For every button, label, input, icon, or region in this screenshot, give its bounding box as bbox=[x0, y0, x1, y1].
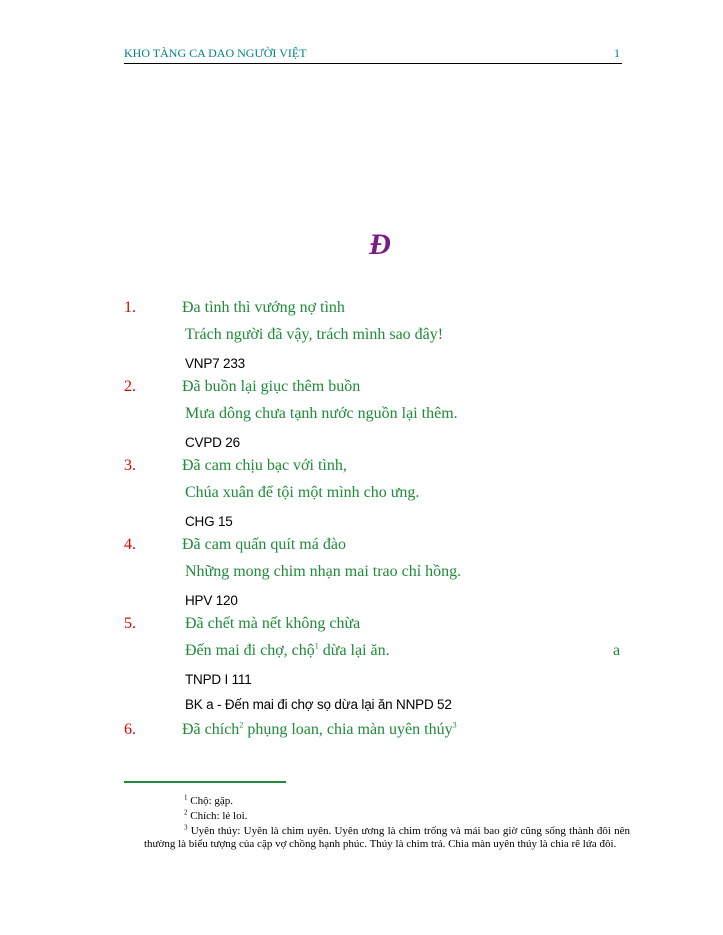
footnote-ref[interactable]: 1 bbox=[314, 641, 319, 651]
verse-entry bbox=[124, 534, 634, 613]
section-letter: Đ bbox=[369, 228, 391, 261]
footnote-number: 3 bbox=[184, 823, 188, 832]
footnote-text: Uyên thúy: Uyên là chim uyên. Uyên ương là chim trống và mái bao giờ cũng sống thành đôi nên thường là biểu tượng của cặp vợ chồng hạnh phúc. Thúy là chim trả. Chia màn uyên thúy là chia rẽ lứa đôi. bbox=[144, 825, 630, 850]
verse-line-2: Những mong chim nhạn mai trao chỉ hồng. bbox=[185, 563, 462, 580]
source-ref: CHG 15 bbox=[185, 514, 233, 529]
verse-list bbox=[124, 297, 634, 746]
verse-line-1: Đã cam quấn quít má đào bbox=[182, 536, 346, 553]
entry-number: 3. bbox=[124, 457, 136, 474]
verse-line-1: Đã chết mà nết không chừa bbox=[185, 615, 361, 632]
page-number: 1 bbox=[614, 46, 620, 60]
footnote bbox=[144, 810, 630, 823]
verse-line-1: Đa tình thì vướng nợ tình bbox=[182, 299, 345, 316]
footnote-text: Chích: lẻ loi. bbox=[187, 810, 248, 822]
verse-line-2 bbox=[185, 642, 390, 660]
footnote-ref[interactable]: 2 bbox=[239, 720, 244, 730]
verse-line-2: Chúa xuân để tội một mình cho ưng. bbox=[185, 484, 420, 501]
verse-entry bbox=[124, 455, 634, 534]
verse-line-2: Trách người đã vậy, trách mình sao đây! bbox=[185, 326, 444, 343]
source-ref: TNPD I 111 bbox=[185, 672, 252, 687]
verse-text: dừa lại ăn. bbox=[318, 642, 390, 659]
verse-entry bbox=[124, 719, 634, 746]
verse-text: Đến mai đi chợ, chộ bbox=[185, 642, 315, 659]
source-ref: VNP7 233 bbox=[185, 356, 245, 371]
page-header bbox=[124, 44, 622, 64]
entry-number: 5. bbox=[124, 615, 136, 632]
footnotes bbox=[144, 795, 630, 853]
footnote bbox=[144, 825, 630, 851]
footnote-ref[interactable]: 3 bbox=[452, 720, 457, 730]
verse-entry bbox=[124, 376, 634, 455]
verse-line-1 bbox=[182, 721, 457, 739]
verse-line-1: Đã cam chịu bạc với tình, bbox=[182, 457, 347, 474]
footnote bbox=[144, 795, 630, 808]
source-ref: CVPD 26 bbox=[185, 435, 240, 450]
entry-number: 4. bbox=[124, 536, 136, 553]
footnote-separator bbox=[124, 781, 286, 783]
footnote-text: Chộ: gặp. bbox=[187, 795, 234, 807]
verse-text: phụng loan, chia màn uyên thúy bbox=[243, 721, 453, 738]
book-title: KHO TÀNG CA DAO NGƯỜI VIỆT bbox=[124, 46, 307, 60]
footnote-number: 1 bbox=[184, 793, 188, 802]
verse-entry bbox=[124, 613, 634, 719]
entry-number: 6. bbox=[124, 721, 136, 738]
source-ref: HPV 120 bbox=[185, 593, 238, 608]
entry-number: 2. bbox=[124, 378, 136, 395]
verse-line-1: Đã buồn lại giục thêm buồn bbox=[182, 378, 361, 395]
variant-marker: a bbox=[613, 642, 621, 659]
footnote-number: 2 bbox=[184, 808, 188, 817]
verse-text: Đã chích bbox=[182, 721, 240, 738]
verse-line-2: Mưa dông chưa tạnh nước nguồn lại thêm. bbox=[185, 405, 458, 422]
entry-number: 1. bbox=[124, 299, 136, 316]
verse-entry bbox=[124, 297, 634, 376]
variant-source-ref: BK a - Đến mai đi chợ sọ dừa lại ăn NNPD 52 bbox=[185, 697, 452, 712]
